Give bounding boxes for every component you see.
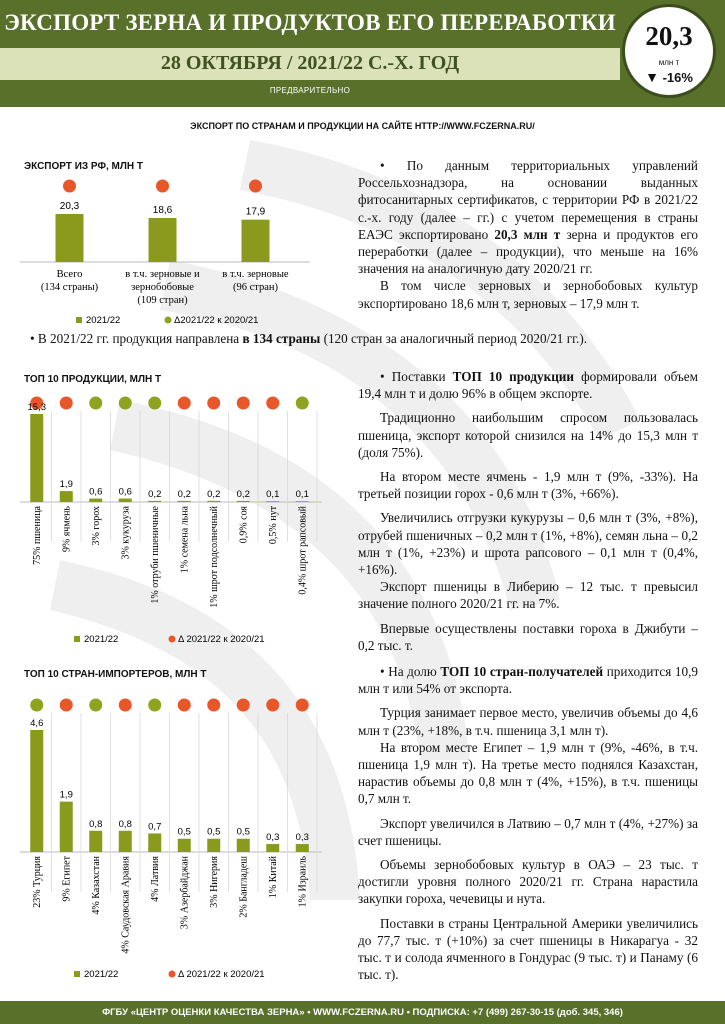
change-marker [237,699,250,712]
category-label: 1% Израиль [297,856,309,908]
value-label: 0,6 [89,486,103,498]
p1-a: • По данным территориальных управлений Россельхознадзора, на основании выданных фитосанитарных сертификатов, с территории РФ в 2021/22 с.-х. году (далее – гг.) с учетом перемещения в страны ЕАЭС экспортировано [358,158,698,242]
category-line: (134 страны) [40,282,99,293]
category-label: 3% кукуруза [120,506,132,560]
p7: Экспорт пшеницы в Либерию – 12 тыс. т превысил значение полного 2020/21 гг. на 7%. [358,579,698,612]
p6: Увеличились отгрузки кукурузы – 0,6 млн т (3%, +8%), отрубей пшеничных – 0,2 млн т (1%, +8%), семян льна – 0,2 млн т (1%, +23%) и шрота рапсового – 0,1 млн т (0,4%, +16%). [358,510,698,578]
bar [60,491,73,502]
change-marker [207,699,220,712]
total-badge [622,4,716,98]
p3-a: • Поставки [380,369,453,384]
value-label: 0,6 [118,486,132,498]
p8: Впервые осуществлены поставки гороха в Джибути – 0,2 тыс. т. [358,620,698,653]
change-marker [266,397,279,410]
p11: На втором месте Египет – 1,9 млн т (9%, -46%, в т.ч. пшеница 1,9 млн т). На третье место поднялся Казахстан, нарастив объемы до 0,8 млн т (4%, +15%), в т.ч. пшеницы 0,7 млн т. [358,739,698,807]
category-label: 75% пшеница [31,506,43,565]
category-label: 4% Латвия [149,856,161,902]
change-marker [148,397,161,410]
category-line: (109 стран) [137,295,188,306]
p10: Турция занимает первое место, увеличив объемы до 4,6 млн т (23%, +18%, в т.ч. пшеница 3,1 млн т). [358,705,698,738]
export-site-link[interactable]: ЭКСПОРТ ПО СТРАНАМ И ПРОДУКЦИИ НА САЙТЕ HTTP://WWW.FCZERNA.RU/ [190,121,535,131]
bar [296,501,309,502]
change-marker [266,699,279,712]
p2: В том числе зерновых и зернобобовых культур экспортировано 18,6 млн т, зерновых – 17,9 млн т. [358,278,698,311]
change-marker [60,699,73,712]
bullet-c: (120 стран за аналогичный период 2020/21 гг.). [320,331,588,346]
category-label: 9% ячмень [61,506,73,553]
badge-change [625,69,713,85]
change-marker [119,699,132,712]
legend-swatch-bar [76,317,82,323]
value-label: 0,5 [236,826,250,838]
category-label: 1% отруби пшеничные [149,506,161,604]
bar [30,730,43,852]
bar [266,501,279,502]
value-label: 0,2 [177,488,191,500]
value-label: 0,7 [148,821,162,833]
change-marker [148,699,161,712]
value-label: 0,2 [207,488,221,500]
change-marker [178,397,191,410]
value-label: 4,6 [30,718,44,729]
category-label: 3% Нигерия [208,856,220,908]
legend-swatch-bar [74,971,80,977]
value-label: 0,3 [266,832,280,844]
bar [60,802,73,852]
p9-b: ТОП 10 стран-получателей [440,664,604,679]
bar [296,844,309,852]
bar [148,833,161,852]
intro-text [358,157,698,312]
bar [178,839,191,852]
bar [89,831,102,852]
bar [242,220,270,262]
change-marker [63,180,76,193]
bar [89,499,102,502]
bar [149,218,177,262]
change-marker [89,397,102,410]
category-line: в т.ч. зерновые и [125,269,200,280]
value-label: 0,5 [177,826,191,838]
change-marker [178,699,191,712]
top-products-chart [20,388,340,650]
page-title: ЭКСПОРТ ЗЕРНА И ПРОДУКТОВ ЕГО ПЕРЕРАБОТКИ [4,10,616,35]
p14: Поставки в страны Центральной Америки увеличились до 77,7 тыс. т (+10%) за счет пшеницы в Никарагуа - 32 тыс. т и солода ячменного в Гондурас (9 тыс. т) и Панаму (6 тыс. т). [358,915,698,983]
category-label: 2% Бангладеш [238,856,250,918]
p13: Объемы зернобобовых культур в ОАЭ – 23 тыс. т достигли уровня полного 2020/21 гг. Страна нарастила закупки гороха, чечевицы и нута. [358,857,698,907]
category-label [41,269,99,293]
legend-label: Δ2021/22 к 2020/21 [174,315,259,326]
importers-text [358,663,698,983]
header-banner [0,0,725,107]
top-importers-chart [20,690,340,990]
category-line: в т.ч. зерновые [222,269,289,280]
category-label: 1% Китай [267,856,279,899]
value-label: 0,2 [148,488,162,500]
category-label [222,269,288,293]
bullet-a: • В 2021/22 гг. продукция направлена [30,331,243,346]
category-label: 4% Казахстан [90,856,102,915]
value-label: 0,5 [207,826,221,838]
bar [56,214,84,262]
bar [237,501,250,502]
value-label: 15,3 [27,402,46,413]
bar [207,839,220,852]
category-label: 23% Турция [31,856,43,908]
category-label: 1% шрот подсолнечный [208,506,220,608]
footer-bar: ФГБУ «ЦЕНТР ОЦЕНКИ КАЧЕСТВА ЗЕРНА» • WWW.FCZERNA.RU • ПОДПИСКА: +7 (499) 267-30-15 (доб. 345, 346) [0,1001,725,1024]
p3-b: ТОП 10 продукции [452,369,574,384]
value-label: 0,3 [295,832,309,844]
bar [119,831,132,852]
p5: На втором месте ячмень - 1,9 млн т (9%, -33%). На третьей позиции горох - 0,6 млн т (3%, +66%). [358,469,698,502]
value-label: 0,8 [89,818,103,830]
change-marker [296,699,309,712]
legend-swatch-dot [169,971,176,978]
category-label: 0,4% шрот рапсовый [297,506,309,595]
chart3-title: ТОП 10 СТРАН-ИМПОРТЕРОВ, МЛН Т [24,669,207,680]
category-label: 1% семена льна [179,506,191,574]
p4: Традиционно наибольшим спросом пользовалась пшеница, экспорт которой снизился на 14% до 15,3 млн т (доля 75%). [358,410,698,460]
legend-label: 2021/22 [86,315,121,326]
bar [266,844,279,852]
p12: Экспорт увеличился в Латвию – 0,7 млн т (4%, +27%) за счет пшеницы. [358,815,698,848]
category-line: зернобобовые [131,282,194,293]
legend-label: Δ 2021/22 к 2020/21 [178,969,265,980]
change-marker [30,699,43,712]
countries-bullet [30,330,720,347]
legend-label: 2021/22 [84,969,119,980]
category-line: Всего [56,269,83,280]
change-marker [296,397,309,410]
down-triangle-icon: ▼ [645,69,659,85]
value-label: 0,1 [295,489,309,501]
category-label: 0,9% соя [238,506,250,544]
change-marker [237,397,250,410]
bar [237,839,250,852]
value-label: 17,9 [245,206,266,218]
badge-value: 20,3 [645,21,693,51]
legend-swatch-dot [169,636,176,643]
products-text [358,368,698,654]
bullet-b: в 134 страны [242,331,321,346]
legend-swatch-dot [165,317,172,324]
bar [207,501,220,502]
category-label: 9% Египет [61,856,73,902]
p3-c: формировали объем 19,4 млн т и долю 96% в общем экспорте. [358,369,698,402]
category-label [125,269,200,306]
value-label: 0,1 [266,489,280,501]
bar [148,501,161,502]
p9-a: • На долю [380,664,441,679]
p1-b: 20,3 млн т [494,226,561,242]
change-marker [89,699,102,712]
category-label: 0,5% нут [267,506,279,545]
bar [119,499,132,502]
legend-swatch-bar [74,636,80,642]
badge-unit: млн т [658,58,680,67]
value-label: 18,6 [152,205,173,217]
preliminary-label: ПРЕДВАРИТЕЛЬНО [269,86,351,95]
p9-c: приходится 10,9 млн т или 54% от экспорта. [358,664,699,697]
change-marker [207,397,220,410]
export-chart [20,172,340,330]
legend-label: 2021/22 [84,634,119,645]
value-label: 0,2 [236,488,250,500]
category-label: 3% Азербайджан [179,856,191,930]
change-marker [156,180,169,193]
p1-c: зерна и продуктов его переработки (далее – продукции), что меньше на 16% значения на аналогичную дату 2020/21 гг. [358,226,698,277]
category-label: 4% Саудовская Аравия [120,856,132,954]
category-label: 3% горох [90,506,102,546]
badge-change-value: -16% [662,70,693,85]
value-label: 20,3 [59,201,80,212]
report-date: 28 ОКТЯБРЯ / 2021/22 С.-Х. ГОД [160,52,460,74]
change-marker [60,397,73,410]
chart1-title: ЭКСПОРТ ИЗ РФ, МЛН Т [24,161,144,172]
value-label: 0,8 [118,818,132,830]
bar [178,501,191,502]
bar [30,414,43,502]
chart2-title: ТОП 10 ПРОДУКЦИИ, МЛН Т [24,374,162,385]
category-line: (96 стран) [232,282,279,293]
legend-label: Δ 2021/22 к 2020/21 [178,634,265,645]
value-label: 1,9 [59,789,73,801]
change-marker [119,397,132,410]
change-marker [249,180,262,193]
value-label: 1,9 [59,479,73,491]
